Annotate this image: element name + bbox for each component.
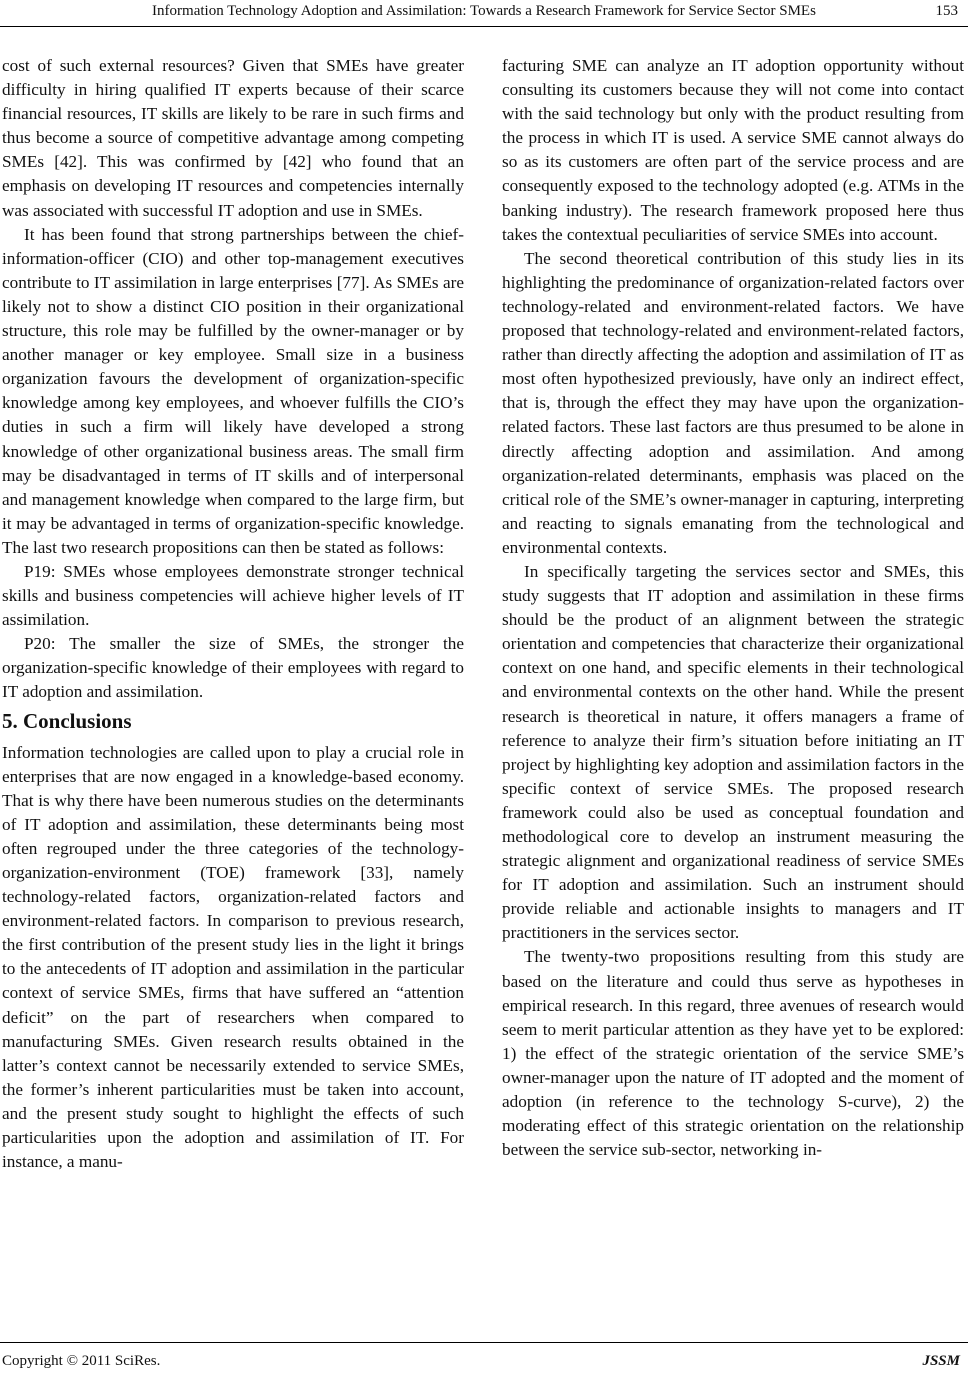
paragraph: The second theoretical contribution of this study lies in its highlighting the predominance of organization-related factors over technology-related and environment-related factors. We have proposed that technology-related and environment-related factors, rather than directly affecting the adoption and assimilation of IT as most often hypothesized previously, have only an indirect effect, that is, through the effect they may have upon the organization-related factors. These last factors are thus presumed to be alone in directly affecting adoption and assimilation. And among organization-related determinants, emphasis was placed on the critical role of the SME’s owner-manager in capturing, interpreting and reacting to signals emanating from the technological and environmental contexts. bbox=[502, 248, 964, 557]
page-header bbox=[0, 0, 968, 30]
page-footer bbox=[0, 1342, 968, 1372]
paragraph: It has been found that strong partnerships between the chief-information-officer (CIO) and other top-management executives contribute to IT assimilation in large enterprises [77]. As SMEs are likely not to show a distinct CIO position in their organizational structure, this role may be fulfilled by the owner-manager or by another manager or key employee. Small size in a business organization favours the development of organization-specific knowledge among key employees, and whoever fulfills the CIO’s duties in such a firm will likely have developed a strong knowledge of other organizational business areas. The small firm may be disadvantaged in terms of IT skills and of interpersonal and management knowledge when compared to the large firm, but it may be advantaged in terms of organization-specific knowledge. The last two research propositions can then be stated as follows: bbox=[2, 224, 464, 557]
paragraph: cost of such external resources? Given that SMEs have greater difficulty in hiring qualified IT experts because of their scarce financial resources, IT skills are likely to be rare in such firms and thus become a source of competitive advantage among competing SMEs [42]. This was confirmed by [42] who found that an emphasis on developing IT resources and competencies internally was associated with successful IT adoption and use in SMEs. bbox=[2, 56, 464, 220]
journal-abbreviation: JSSM bbox=[922, 1353, 960, 1369]
running-title: Information Technology Adoption and Assimilation: Towards a Research Framework for Service Sector SMEs bbox=[152, 3, 816, 19]
paragraph: In specifically targeting the services sector and SMEs, this study suggests that IT adoption and assimilation in these firms should be the product of an alignment between the strategic orientation and competencies that characterize their organizational context on one hand, and specific elements in their technological and environmental contexts on the other hand. While the present research is theoretical in nature, it offers managers a frame of reference to analyze their firm’s situation before initiating an IT project by highlighting key adoption and assimilation factors in the specific context of service SMEs. The proposed research framework could also be used as conceptual foundation and methodological core to develop an instrument measuring the strategic alignment and organizational readiness of service SMEs for IT adoption and assimilation. Such an instrument should provide reliable and actionable insights to managers and IT practitioners in the services sector. bbox=[502, 561, 964, 943]
section-heading-conclusions: 5. Conclusions bbox=[2, 708, 132, 733]
paragraph: facturing SME can analyze an IT adoption opportunity without consulting its customers because they will not come into contact with the said technology but only with the product resulting from the process in which IT is used. A service SME cannot always do so as its customers are often part of the service process and are consequently exposed to the technology adopted (e.g. ATMs in the banking industry). The research framework proposed here thus takes the contextual peculiarities of service SMEs into account. bbox=[502, 56, 964, 244]
paragraph: The twenty-two propositions resulting from this study are based on the literature and could thus serve as hypotheses in empirical research. In this regard, three avenues of research would seem to merit particular attention as they have yet to be explored: 1) the effect of the strategic orientation of the service SME’s owner-manager upon the nature of IT adopted and the moment of adoption (in reference to the technology S-curve), 2) the moderating effect of this strategic orientation on the relationship between the service sub-sector, networking in- bbox=[502, 947, 964, 1160]
left-column bbox=[2, 54, 464, 1174]
footer-rule bbox=[0, 1342, 968, 1343]
header-rule bbox=[0, 26, 968, 27]
proposition-p19: P19: SMEs whose employees demonstrate stronger technical skills and business competencies will achieve higher levels of IT assimilation. bbox=[2, 561, 464, 630]
copyright-notice: Copyright © 2011 SciRes. bbox=[2, 1353, 161, 1369]
proposition-p20: P20: The smaller the size of SMEs, the stronger the organization-specific knowledge of their employees with regard to IT adoption and assimilation. bbox=[2, 634, 464, 702]
right-column bbox=[502, 54, 964, 1162]
paragraph: Information technologies are called upon to play a crucial role in enterprises that are now engaged in a knowledge-based economy. That is why there have been numerous studies on the determinants of IT adoption and assimilation, these determinants being most often regrouped under the three categories of the technology-organization-environment (TOE) framework [33], namely technology-related factors, organization-related factors and environment-related factors. In comparison to previous research, the first contribution of the present study lies in the light it brings to the antecedents of IT adoption and assimilation in the particular context of service SMEs, firms that have suffered an “attention deficit” on the part of researchers when compared to manufacturing SMEs. Given research results obtained in the latter’s context cannot be necessarily extended to service SMEs, the former’s inherent particularities must be taken into account, and the present study sought to highlight the effects of such particularities upon the adoption and assimilation of IT. For instance, a manu- bbox=[2, 742, 464, 1172]
page-number: 153 bbox=[935, 3, 958, 19]
